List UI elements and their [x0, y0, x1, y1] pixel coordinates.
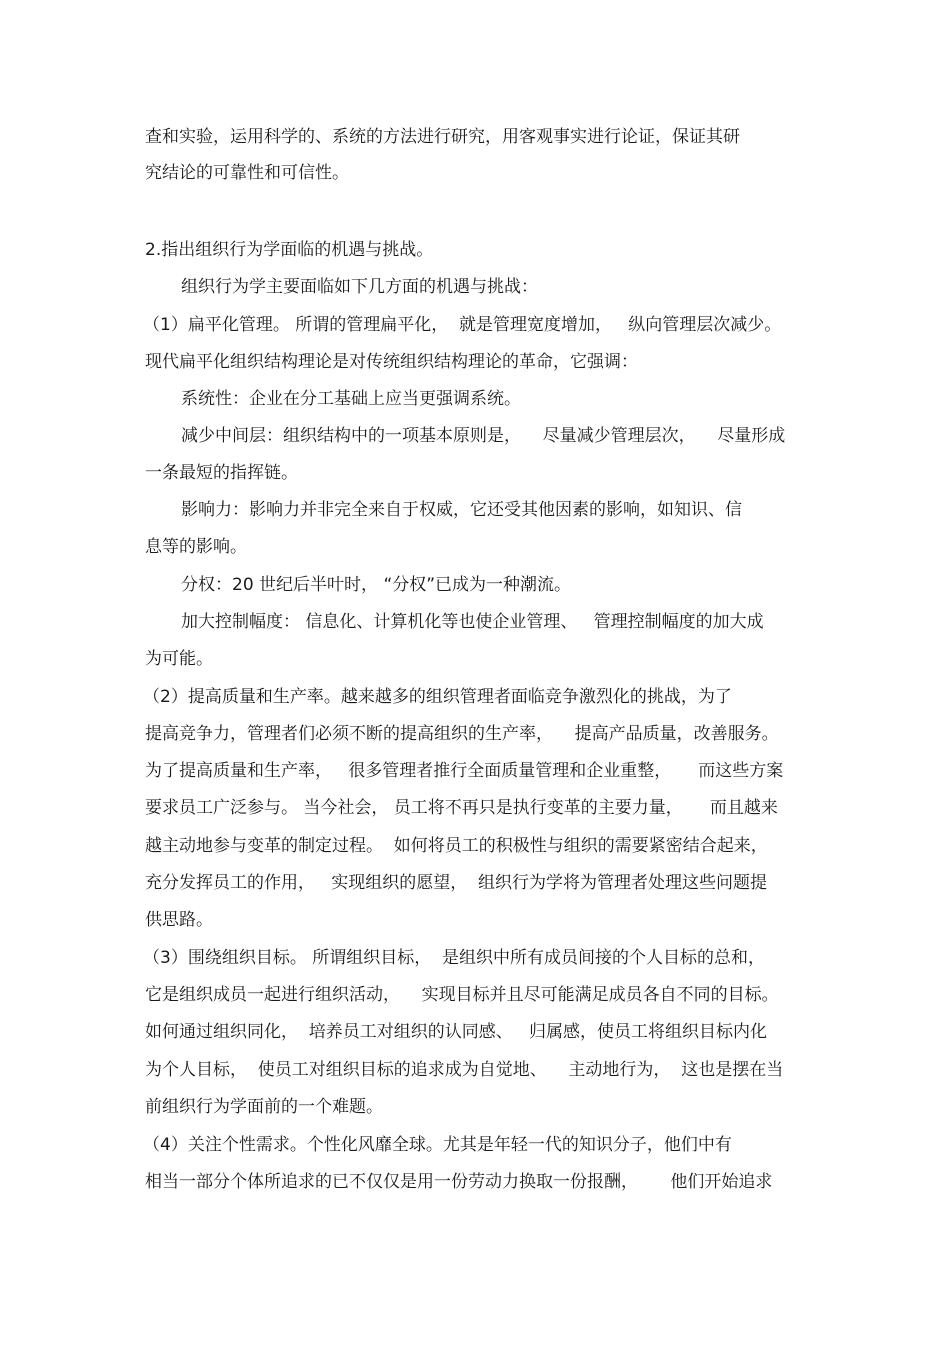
body-text-line: 提高竞争力，管理者们必须不断的提高组织的生产率， 提高产品质量，改善服务。 — [145, 724, 779, 744]
body-text-line: 系统性：企业在分工基础上应当更强调系统。 — [181, 389, 521, 409]
body-text-line: 究结论的可靠性和可信性。 — [145, 163, 349, 183]
body-text-line: 一条最短的指挥链。 — [145, 463, 298, 483]
body-text-line: 现代扁平化组织结构理论是对传统组织结构理论的革命，它强调： — [145, 352, 638, 372]
body-text-line: 加大控制幅度： 信息化、计算机化等也使企业管理、 管理控制幅度的加大成 — [181, 612, 764, 632]
body-text-line: 组织行为学主要面临如下几方面的机遇与挑战： — [181, 277, 538, 297]
body-text-line: 为可能。 — [145, 649, 213, 669]
body-text-line: 分权：20 世纪后半叶时， “分权”已成为一种潮流。 — [181, 575, 572, 595]
body-text-line: 供思路。 — [145, 910, 213, 930]
body-text-line: 越主动地参与变革的制定过程。 如何将员工的积极性与组织的需要紧密结合起来， — [145, 836, 768, 856]
body-text-line: 减少中间层：组织结构中的一项基本原则是， 尽量减少管理层次， 尽量形成 — [181, 426, 786, 446]
body-text-line: 充分发挥员工的作用， 实现组织的愿望， 组织行为学将为管理者处理这些问题提 — [145, 873, 768, 893]
list-item-heading: （1）扁平化管理。 所谓的管理扁平化， 就是管理宽度增加， 纵向管理层次减少。 — [143, 315, 782, 335]
body-text-line: 要求员工广泛参与。 当今社会， 员工将不再只是执行变革的主要力量， 而且越来 — [145, 798, 778, 818]
section-heading: 2.指出组织行为学面临的机遇与挑战。 — [145, 240, 434, 260]
list-item-heading: （2）提高质量和生产率。越来越多的组织管理者面临竞争激烈化的挑战，为了 — [143, 687, 732, 707]
body-text-line: 影响力：影响力并非完全来自于权威，它还受其他因素的影响，如知识、信 — [181, 500, 742, 520]
list-item-heading: （3）围绕组织目标。 所谓组织目标， 是组织中所有成员间接的个人目标的总和， — [143, 948, 766, 968]
body-text-line: 为个人目标， 使员工对组织目标的追求成为自觉地、 主动地行为， 这也是摆在当 — [145, 1060, 784, 1080]
body-text-line: 相当一部分个体所追求的已不仅仅是用一份劳动力换取一份报酬， 他们开始追求 — [145, 1172, 773, 1192]
body-text-line: 如何通过组织同化， 培养员工对组织的认同感、 归属感，使员工将组织目标内化 — [145, 1022, 768, 1042]
body-text-line: 息等的影响。 — [145, 537, 247, 557]
list-item-heading: （4）关注个性需求。个性化风靡全球。尤其是年轻一代的知识分子，他们中有 — [143, 1135, 732, 1155]
body-text-line: 它是组织成员一起进行组织活动， 实现目标并且尽可能满足成员各自不同的目标。 — [145, 985, 779, 1005]
body-text-line: 查和实验，运用科学的、系统的方法进行研究，用客观事实进行论证，保证其研 — [145, 127, 740, 147]
body-text-line: 为了提高质量和生产率， 很多管理者推行全面质量管理和企业重整， 而这些方案 — [145, 761, 784, 781]
body-text-line: 前组织行为学面前的一个难题。 — [145, 1097, 383, 1117]
